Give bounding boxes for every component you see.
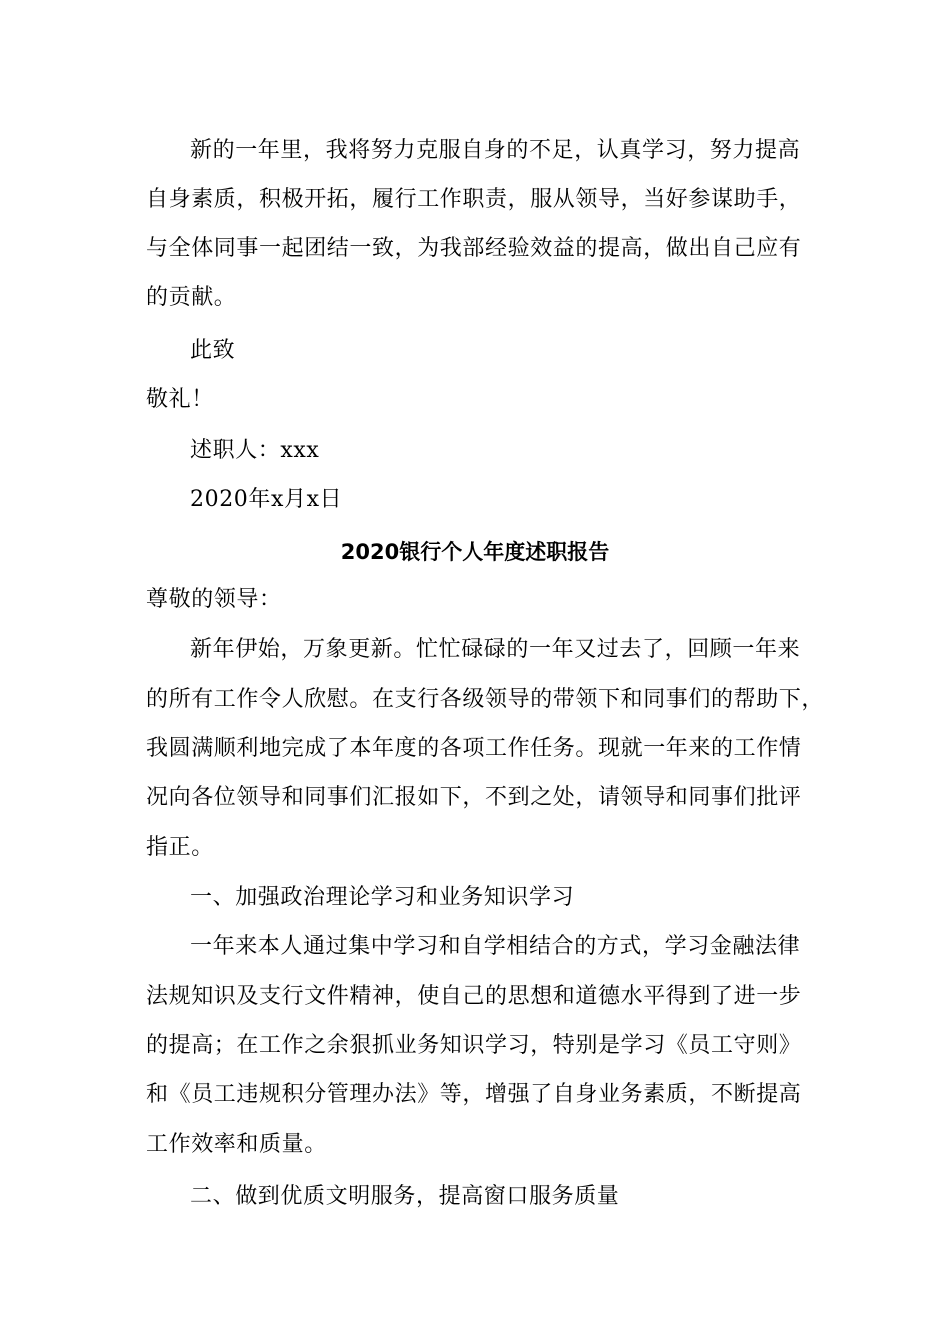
section1-line-1: 一年来本人通过集中学习和自学相结合的方式，学习金融法律	[190, 934, 801, 959]
closing-paragraph-line-4: 的贡献。	[146, 285, 237, 310]
intro-line-2: 的所有工作令人欣慰。在支行各级领导的带领下和同事们的帮助下，	[146, 687, 825, 712]
signer: 述职人：xxx	[190, 438, 320, 463]
section1-line-3: 的提高；在工作之余狠抓业务知识学习，特别是学习《员工守则》	[146, 1033, 802, 1058]
salutation: 尊敬的领导：	[146, 587, 282, 612]
section1-heading: 一、加强政治理论学习和业务知识学习	[190, 885, 575, 910]
report-title: 2020银行个人年度述职报告	[340, 540, 610, 564]
intro-line-1: 新年伊始，万象更新。忙忙碌碌的一年又过去了，回顾一年来	[190, 637, 801, 662]
closing-jingli: 敬礼！	[146, 387, 214, 412]
intro-line-5: 指正。	[146, 835, 214, 860]
intro-line-3: 我圆满顺利地完成了本年度的各项工作任务。现就一年来的工作情	[146, 736, 802, 761]
date: 2020年x月x日	[190, 487, 343, 512]
closing-paragraph-line-2: 自身素质，积极开拓，履行工作职责，服从领导，当好参谋助手，	[146, 187, 802, 212]
section1-line-4: 和《员工违规积分管理办法》等，增强了自身业务素质，不断提高	[146, 1082, 802, 1107]
section1-line-5: 工作效率和质量。	[146, 1132, 327, 1157]
closing-cizhi: 此致	[190, 338, 236, 363]
intro-line-4: 况向各位领导和同事们汇报如下，不到之处，请领导和同事们批评	[146, 785, 802, 810]
closing-paragraph-line-1: 新的一年里，我将努力克服自身的不足，认真学习，努力提高	[190, 138, 801, 163]
section2-heading: 二、做到优质文明服务，提高窗口服务质量	[190, 1184, 620, 1209]
closing-paragraph-line-3: 与全体同事一起团结一致，为我部经验效益的提高，做出自己应有	[146, 236, 802, 261]
section1-line-2: 法规知识及支行文件精神，使自己的思想和道德水平得到了进一步	[146, 984, 802, 1009]
